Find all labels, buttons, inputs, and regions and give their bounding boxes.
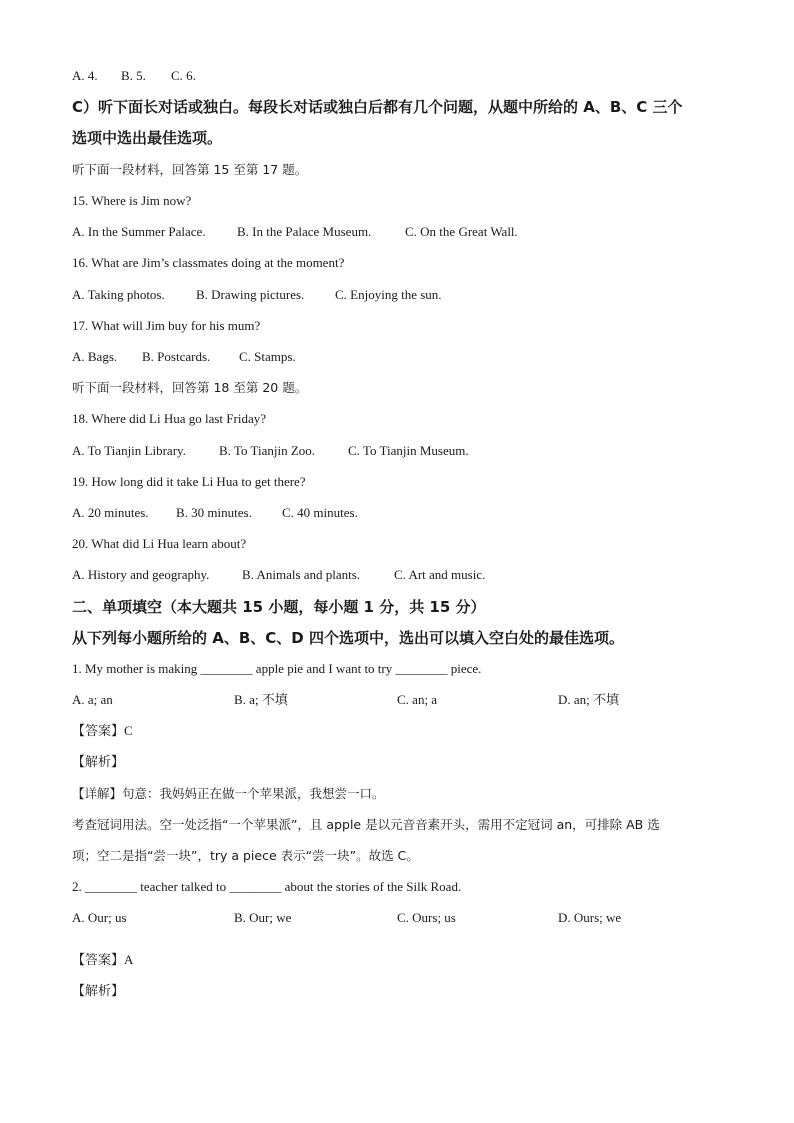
question-16: 16. What are Jim’s classmates doing at the moment? (72, 255, 345, 270)
material-intro-1: 听下面一段材料，回答第 15 至第 17 题。 (72, 162, 308, 177)
answer-value: A (124, 952, 134, 967)
option-c: C. Stamps. (239, 349, 296, 364)
section-2-title: 二、单项填空（本大题共 15 小题，每小题 1 分，共 15 分） (72, 598, 486, 616)
mc-question-2: 2. ________ teacher talked to ________ about the stories of the Silk Road. (72, 879, 462, 894)
option-b: B. 30 minutes. (176, 505, 252, 520)
option-b: B. Postcards. (142, 349, 211, 364)
option-b: B. Our; we (234, 910, 292, 925)
question-19: 19. How long did it take Li Hua to get there? (72, 474, 306, 489)
detail-tag: 【详解】 (72, 786, 123, 801)
option-a: A. 20 minutes. (72, 505, 149, 520)
detail-text: 句意：我妈妈正在做一个苹果派，我想尝一口。 (122, 786, 385, 801)
option-d: D. Ours; we (558, 910, 622, 925)
section-c-title-line2: 选项中选出最佳选项。 (72, 129, 223, 147)
explanation-line-1: 考查冠词用法。空一处泛指“一个苹果派”，且 apple 是以元音音素开头，需用不定冠词 an，可排除 AB 选 (72, 817, 660, 832)
question-20: 20. What did Li Hua learn about? (72, 536, 247, 551)
question-18: 18. Where did Li Hua go last Friday? (72, 411, 266, 426)
option-c: C. 6. (171, 68, 196, 83)
option-b: B. a; 不填 (234, 692, 288, 707)
option-c: C. On the Great Wall. (405, 224, 518, 239)
option-a: A. a; an (72, 692, 113, 707)
option-b: B. To Tianjin Zoo. (219, 443, 316, 458)
question-15: 15. Where is Jim now? (72, 193, 192, 208)
material-intro-2: 听下面一段材料，回答第 18 至第 20 题。 (72, 380, 308, 395)
option-b: B. 5. (121, 68, 146, 83)
mc-question-1: 1. My mother is making ________ apple pie and I want to try ________ piece. (72, 661, 482, 676)
analysis-tag-1: 【解析】 (72, 755, 125, 770)
option-d: D. an; 不填 (558, 692, 620, 707)
question-17: 17. What will Jim buy for his mum? (72, 318, 261, 333)
option-a: A. Bags. (72, 349, 118, 364)
option-c: C. an; a (397, 692, 438, 707)
option-a: A. In the Summer Palace. (72, 224, 206, 239)
option-c: C. Enjoying the sun. (335, 287, 442, 302)
explanation-line-2: 项；空二是指“尝一块”，try a piece 表示“尝一块”。故选 C。 (72, 848, 419, 863)
section-c-title-line1: C）听下面长对话或独白。每段长对话或独白后都有几个问题，从题中所给的 A、B、C 三个 (72, 98, 683, 116)
option-a: A. History and geography. (72, 567, 210, 582)
option-c: C. 40 minutes. (282, 505, 358, 520)
answer-line-2 (72, 951, 734, 970)
option-a: A. 4. (72, 68, 98, 83)
option-c: C. To Tianjin Museum. (348, 443, 469, 458)
option-a: A. Taking photos. (72, 287, 165, 302)
analysis-tag-2: 【解析】 (72, 984, 125, 999)
detail-line-1 (72, 785, 734, 803)
answer-tag: 【答案】 (72, 953, 125, 968)
answer-line-1 (72, 722, 734, 741)
option-c: C. Ours; us (397, 910, 456, 925)
option-c: C. Art and music. (394, 567, 486, 582)
option-b: B. Animals and plants. (242, 567, 361, 582)
option-a: A. Our; us (72, 910, 127, 925)
answer-tag: 【答案】 (72, 724, 125, 739)
option-b: B. In the Palace Museum. (237, 224, 372, 239)
option-b: B. Drawing pictures. (196, 287, 305, 302)
answer-value: C (124, 723, 133, 738)
option-a: A. To Tianjin Library. (72, 443, 186, 458)
section-2-instruction: 从下列每小题所给的 A、B、C、D 四个选项中，选出可以填入空白处的最佳选项。 (72, 629, 624, 647)
